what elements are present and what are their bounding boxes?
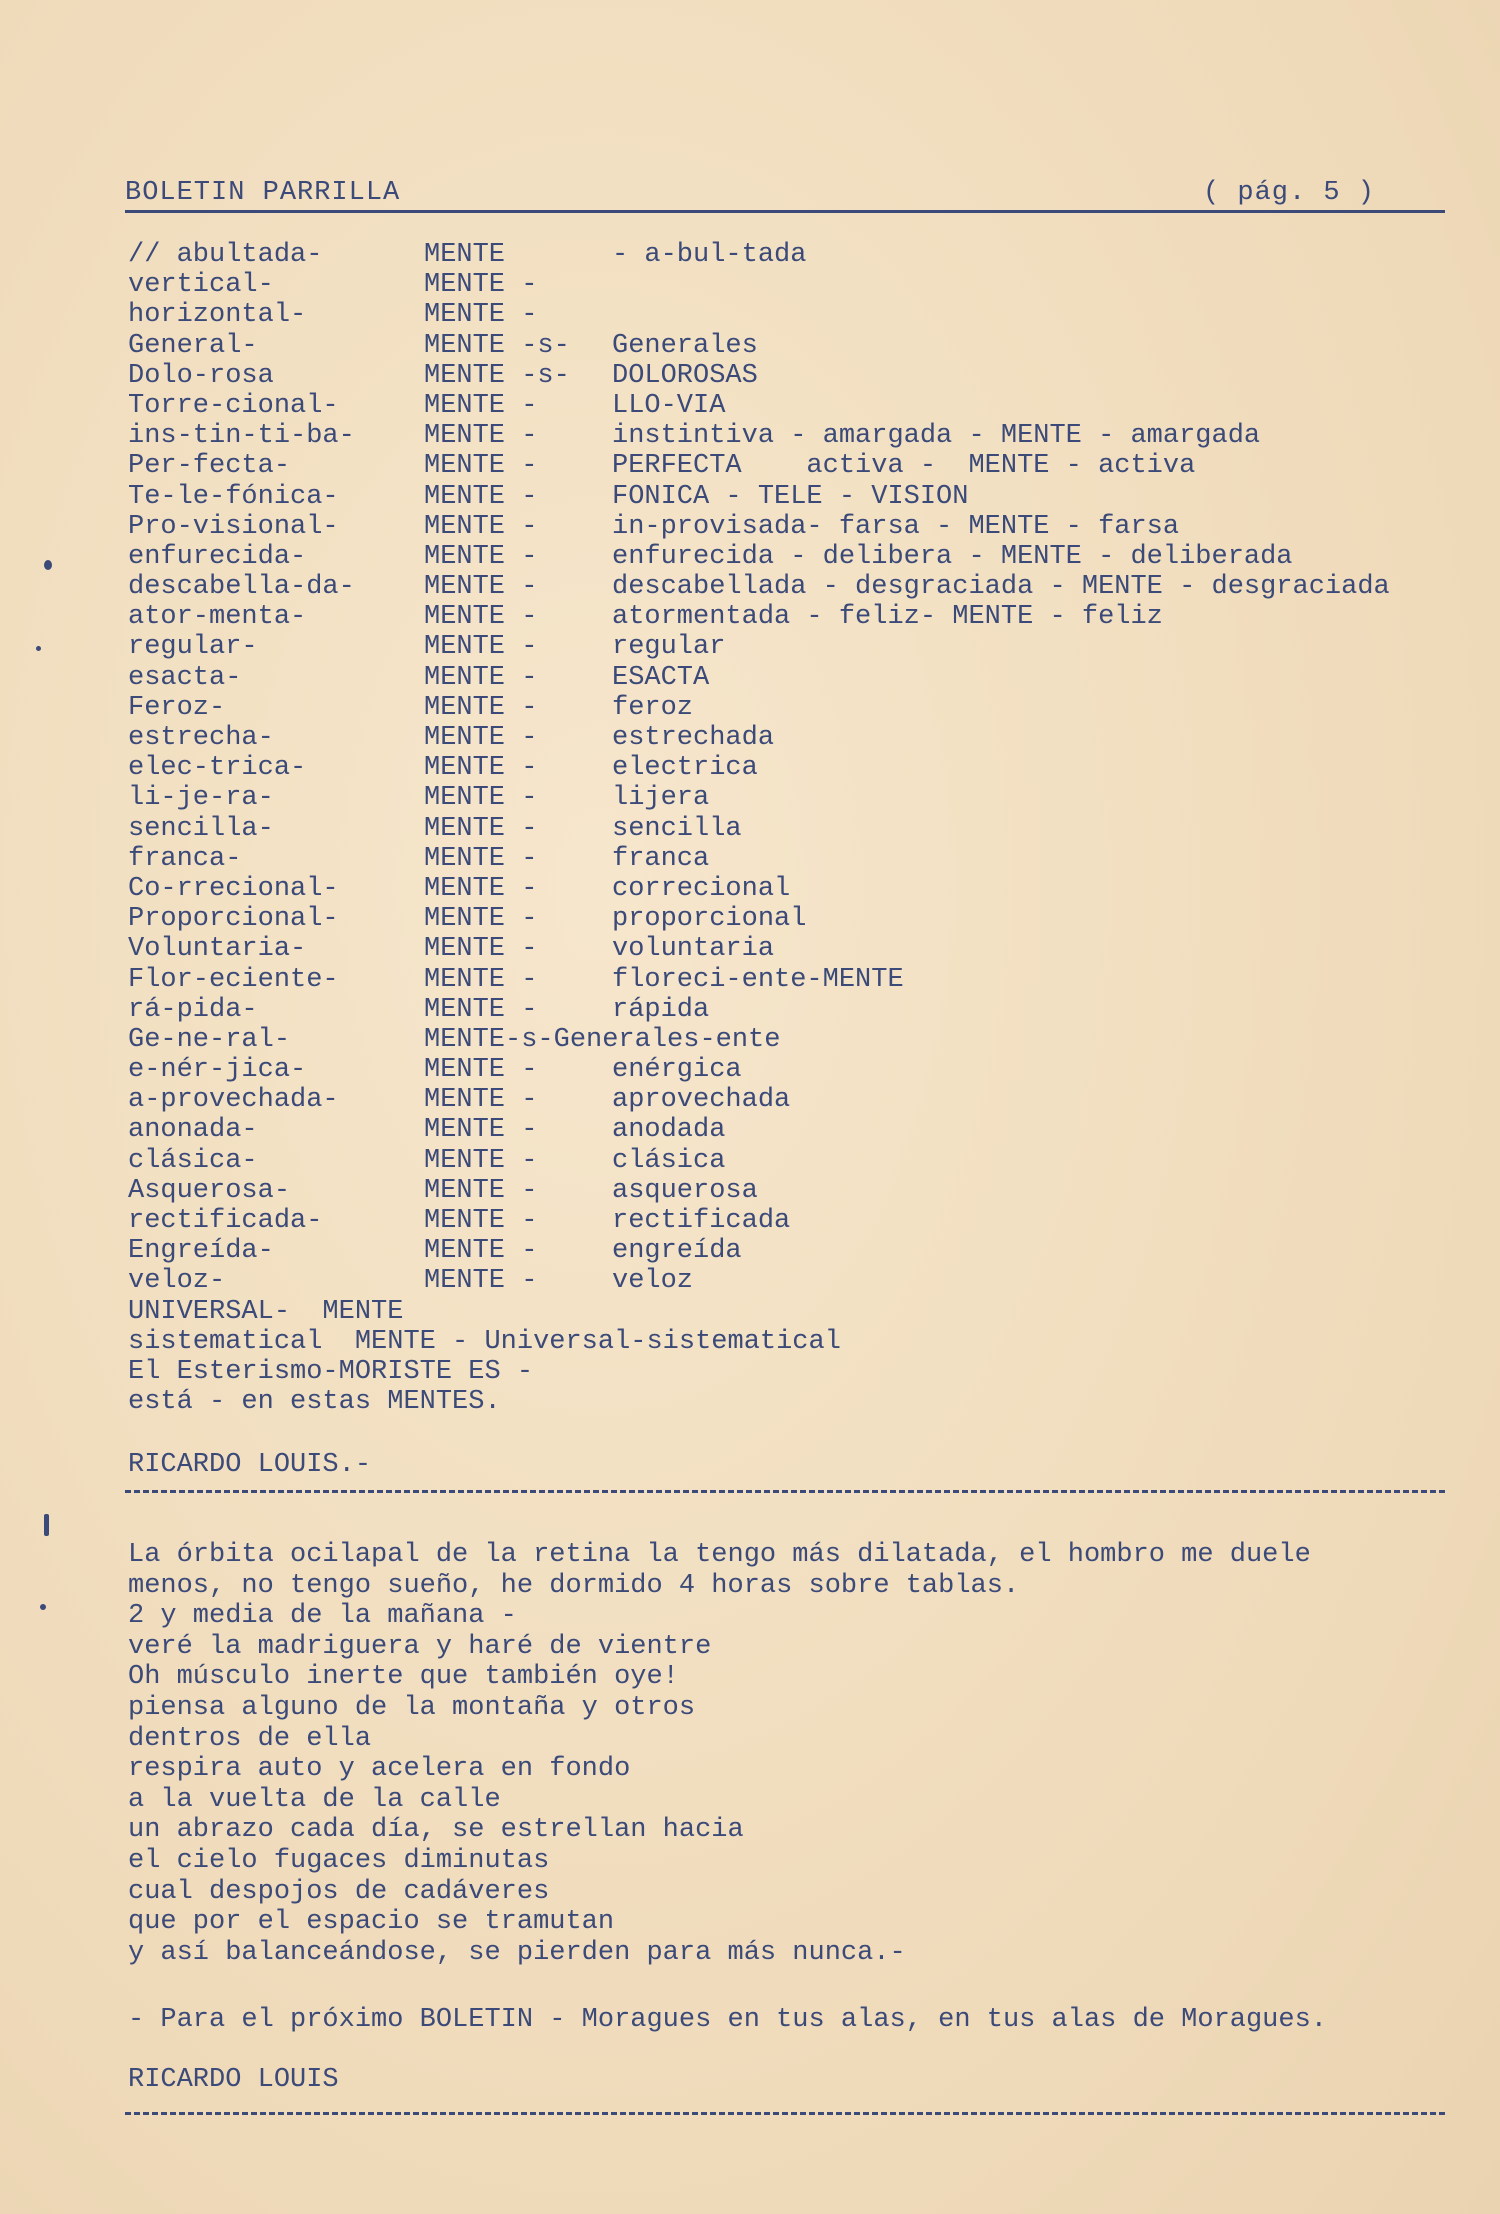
word-mente: MENTE -s-: [424, 360, 570, 391]
word-mente: MENTE -: [424, 783, 538, 814]
poem-line: cual despojos de cadáveres: [128, 1876, 550, 1907]
word-result: DOLOROSAS: [612, 360, 758, 391]
word-mente: MENTE -: [424, 572, 538, 603]
word-result: aprovechada: [612, 1085, 791, 1116]
ink-speck: [40, 1604, 46, 1610]
word-result: floreci-ente-MENTE: [612, 964, 904, 995]
word-mente: MENTE -: [424, 300, 538, 331]
poem-line: Oh músculo inerte que también oye!: [128, 1662, 679, 1693]
word-mente: MENTE -: [424, 843, 538, 874]
word-result: asquerosa: [612, 1175, 758, 1206]
signature-first: RICARDO LOUIS.-: [128, 1450, 372, 1480]
poem-line: dentros de ella: [128, 1723, 372, 1754]
word-base: horizontal-: [128, 300, 307, 331]
word-mente: MENTE -: [424, 1085, 538, 1116]
word-mente: MENTE -: [424, 1175, 538, 1206]
word-base: Te-le-fónica-: [128, 481, 339, 512]
word-result: - a-bul-tada: [612, 240, 807, 270]
poem-line: y así balanceándose, se pierden para más nunca.-: [128, 1937, 906, 1968]
word-result: instintiva - amargada - MENTE - amargada: [612, 421, 1261, 452]
word-result: sencilla: [612, 813, 742, 844]
word-mente: MENTE -: [424, 1266, 538, 1297]
word-result: estrechada: [612, 723, 775, 753]
word-base: clásica-: [128, 1145, 258, 1176]
ink-speck: [44, 1514, 49, 1536]
poem-line: piensa alguno de la montaña y otros: [128, 1692, 696, 1723]
closing-line-text: sistematical MENTE - Universal-sistematical: [128, 1326, 841, 1357]
word-base: General-: [128, 330, 258, 361]
page-number: ( pág. 5 ): [1202, 178, 1375, 208]
word-base: vertical-: [128, 270, 274, 301]
word-base: Per-fecta-: [128, 451, 291, 482]
word-result: correcional: [612, 873, 791, 904]
word-mente: MENTE -: [424, 1115, 538, 1146]
word-result: regular: [612, 632, 726, 663]
word-base: elec-trica-: [128, 753, 307, 784]
word-result: voluntaria: [612, 934, 775, 965]
word-mente: MENTE -: [424, 1236, 538, 1267]
poem-text: [128, 1540, 1498, 1968]
word-result: rectificada: [612, 1206, 791, 1236]
word-base: Engreída-: [128, 1236, 274, 1267]
word-result: FONICA - TELE - VISION: [612, 481, 969, 512]
word-result: proporcional: [612, 904, 807, 935]
word-result: ESACTA: [612, 662, 710, 693]
word-base: regular-: [128, 632, 258, 663]
word-base: esacta-: [128, 662, 242, 693]
word-base: Pro-visional-: [128, 511, 339, 542]
word-mente: MENTE -: [424, 481, 538, 512]
word-result: rápida: [612, 994, 710, 1025]
word-result: engreída: [612, 1236, 742, 1267]
dashed-divider: [125, 1490, 1445, 1493]
word-mente: MENTE -: [424, 451, 538, 482]
word-mente: MENTE -s-: [424, 330, 570, 361]
word-mente: MENTE -: [424, 873, 538, 904]
word-base: Proporcional-: [128, 904, 339, 935]
word-base: Feroz-: [128, 692, 226, 723]
closing-line-text: El Esterismo-MORISTE ES -: [128, 1356, 534, 1387]
word-result: in-provisada- farsa - MENTE - farsa: [612, 511, 1180, 542]
word-mente: MENTE -: [424, 421, 538, 452]
word-mente: MENTE -: [424, 511, 538, 542]
word-mente: MENTE -: [424, 632, 538, 663]
word-result: feroz: [612, 692, 694, 723]
word-base: estrecha-: [128, 723, 274, 753]
bulletin-title: BOLETIN PARRILLA: [125, 178, 401, 208]
poem-line: 2 y media de la mañana -: [128, 1601, 517, 1632]
dashed-divider-bottom: [125, 2112, 1445, 2115]
word-base: ator-menta-: [128, 602, 307, 633]
poem-line: veré la madriguera y haré de vientre: [128, 1631, 712, 1662]
word-mente: MENTE: [424, 240, 506, 270]
word-base: ins-tin-ti-ba-: [128, 421, 355, 452]
word-result: enfurecida - delibera - MENTE - deliberada: [612, 541, 1293, 572]
word-base: Torre-cional-: [128, 390, 339, 421]
word-mente: MENTE -: [424, 1145, 538, 1176]
word-mente: MENTE -: [424, 964, 538, 995]
word-mente: MENTE -: [424, 390, 538, 421]
word-mente: MENTE -: [424, 753, 538, 784]
word-mente: MENTE -: [424, 934, 538, 965]
word-result: enérgica: [612, 1055, 742, 1086]
word-mente: MENTE -: [424, 692, 538, 723]
word-base: // abultada-: [128, 240, 323, 270]
poem-line: respira auto y acelera en fondo: [128, 1754, 631, 1785]
next-bulletin-note: - Para el próximo BOLETIN - Moragues en tus alas, en tus alas de Moragues.: [128, 2005, 1327, 2035]
word-base: sencilla-: [128, 813, 274, 844]
signature-second: RICARDO LOUIS: [128, 2065, 339, 2095]
word-base: rá-pida-: [128, 994, 258, 1025]
word-result: descabellada - desgraciada - MENTE - desgraciada: [612, 572, 1390, 603]
word-result: Generales: [612, 330, 758, 361]
word-base: e-nér-jica-: [128, 1055, 307, 1086]
word-result: electrica: [612, 753, 758, 784]
word-base: anonada-: [128, 1115, 258, 1146]
word-mente: MENTE -: [424, 904, 538, 935]
word-base: a-provechada-: [128, 1085, 339, 1116]
word-result: veloz: [612, 1266, 694, 1297]
word-base: li-je-ra-: [128, 783, 274, 814]
word-base: Voluntaria-: [128, 934, 307, 965]
word-mente: MENTE -: [424, 602, 538, 633]
word-base: Asquerosa-: [128, 1175, 291, 1206]
word-base: Dolo-rosa: [128, 360, 274, 391]
word-result: anodada: [612, 1115, 726, 1146]
word-mente: MENTE -: [424, 813, 538, 844]
word-base: descabella-da-: [128, 572, 355, 603]
word-base: Ge-ne-ral-: [128, 1024, 291, 1055]
poem-line: La órbita ocilapal de la retina la tengo más dilatada, el hombro me duele: [128, 1540, 1311, 1570]
word-mente: MENTE -: [424, 1055, 538, 1086]
closing-line-text: está - en estas MENTES.: [128, 1387, 501, 1418]
word-base: enfurecida-: [128, 541, 307, 572]
word-mente: MENTE -: [424, 994, 538, 1025]
word-base: rectificada-: [128, 1206, 323, 1236]
poem-line: a la vuelta de la calle: [128, 1784, 501, 1815]
word-result: clásica: [612, 1145, 726, 1176]
word-result: franca: [612, 843, 710, 874]
word-mente: MENTE -: [424, 541, 538, 572]
poem-line: el cielo fugaces diminutas: [128, 1845, 550, 1876]
word-mente: MENTE -: [424, 662, 538, 693]
word-base: veloz-: [128, 1266, 226, 1297]
word-mente: MENTE -: [424, 723, 538, 753]
ink-speck: [36, 646, 41, 651]
ink-speck: [44, 560, 52, 570]
word-base: Flor-eciente-: [128, 964, 339, 995]
word-base: Co-rrecional-: [128, 873, 339, 904]
word-mente: MENTE -: [424, 270, 538, 301]
word-result: PERFECTA activa - MENTE - activa: [612, 451, 1196, 482]
word-result: lijera: [612, 783, 710, 814]
word-base: franca-: [128, 843, 242, 874]
word-result: atormentada - feliz- MENTE - feliz: [612, 602, 1163, 633]
word-mente: MENTE -: [424, 1206, 538, 1236]
poem-line: un abrazo cada día, se estrellan hacia: [128, 1815, 744, 1846]
word-mente: MENTE-s-Generales-ente: [424, 1024, 781, 1055]
word-result: LLO-VIA: [612, 390, 726, 421]
poem-line: menos, no tengo sueño, he dormido 4 horas sobre tablas.: [128, 1570, 1020, 1601]
closing-line-text: UNIVERSAL- MENTE: [128, 1296, 404, 1327]
poem-line: que por el espacio se tramutan: [128, 1907, 615, 1938]
page-header: [125, 168, 1445, 213]
